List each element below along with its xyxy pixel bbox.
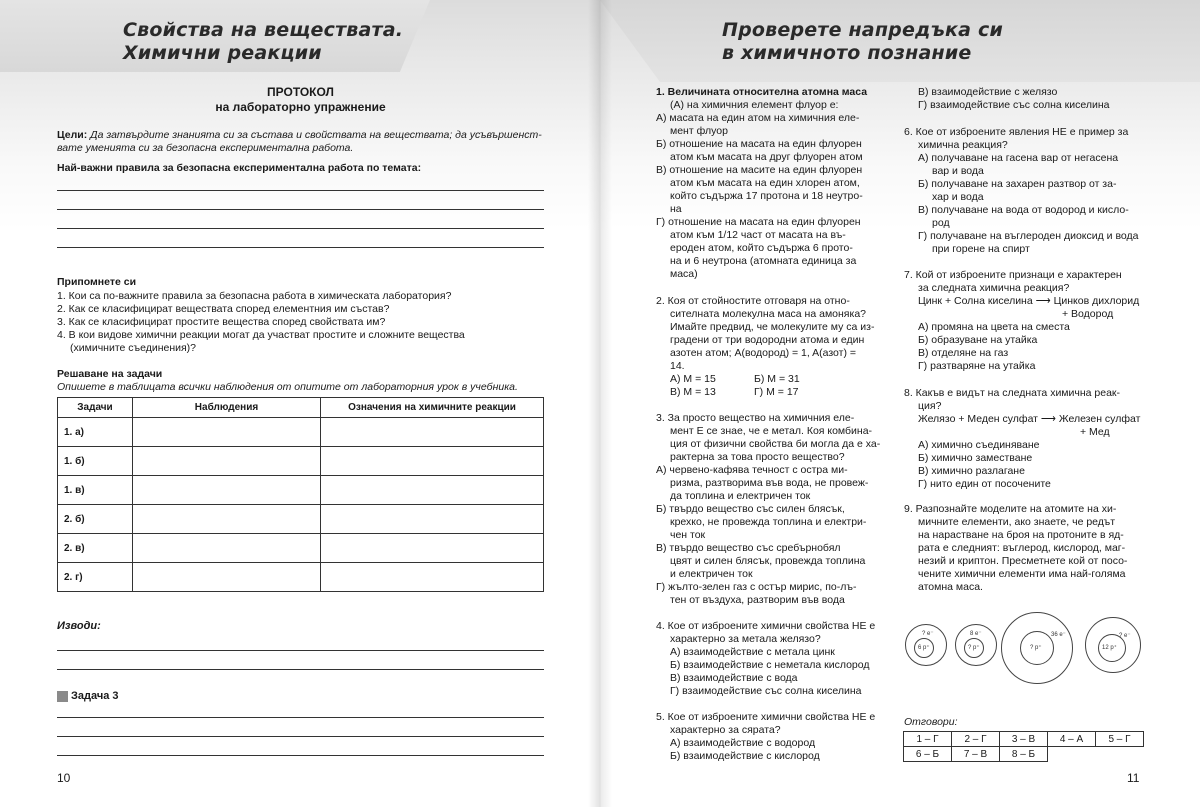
question-text: 7. Кой от изброените признаци е характерен bbox=[904, 269, 1122, 281]
electron-label: ? e⁻ bbox=[1119, 633, 1131, 639]
option: Г) взаимодействие със солна киселина bbox=[670, 685, 862, 697]
list-item: 1. Кои са по-важните правила за безопасна работа в химическата лаборатория? bbox=[57, 290, 452, 302]
question-text: 1. Величината относителна атомна маса bbox=[656, 86, 868, 98]
reaction-cell bbox=[321, 505, 544, 534]
answer-cell: 7 – В bbox=[952, 747, 1000, 762]
option: Б) химично заместване bbox=[918, 452, 1033, 464]
table-row bbox=[58, 563, 544, 592]
observation-cell bbox=[133, 476, 321, 505]
left-page-title: Свойства на веществата. Химични реакции bbox=[123, 19, 404, 64]
question-text: градени от три водородни атома и един bbox=[670, 334, 865, 346]
observation-cell bbox=[133, 563, 321, 592]
row-label: 1. а) bbox=[58, 418, 133, 447]
question-text: 5. Кое от изброените химични свойства НЕ е bbox=[656, 711, 876, 723]
nucleus-label: ? p⁺ bbox=[968, 645, 980, 651]
table-row bbox=[58, 476, 544, 505]
question-text: Имайте предвид, че молекулите му са из- bbox=[670, 321, 875, 333]
list-item: (химичните съединения)? bbox=[70, 342, 197, 354]
answer-cell: 3 – В bbox=[1000, 732, 1048, 747]
electron-label: 36 e⁻ bbox=[1051, 632, 1066, 638]
column-header: Наблюдения bbox=[133, 398, 321, 418]
question-text: ция от физични свойства би могла да е ха- bbox=[670, 438, 881, 450]
reaction-equation: + Водород bbox=[1062, 308, 1114, 320]
question-text: за следната химична реакция? bbox=[918, 282, 1070, 294]
question-text: азотен атом; A(водород) = 1, A(азот) = bbox=[670, 347, 857, 359]
column-header: Задачи bbox=[58, 398, 133, 418]
question-text: незий и криптон. Пресметнете кой от посо- bbox=[918, 555, 1128, 567]
reaction-cell bbox=[321, 476, 544, 505]
row-label: 1. б) bbox=[58, 447, 133, 476]
square-bullet-icon bbox=[57, 691, 68, 702]
conclusions-label: Изводи: bbox=[57, 620, 101, 632]
list-item: 4. В кои видове химични реакции могат да участват простите и сложните вещества bbox=[57, 329, 465, 341]
option: Б) образуване на утайка bbox=[918, 334, 1038, 346]
goals-label: Цели: bbox=[57, 129, 88, 141]
reaction-cell bbox=[321, 418, 544, 447]
option: А) химично съединяване bbox=[918, 439, 1040, 451]
option: А) червено-кафява течност с остра ми- ризма, разтворима във вода, не провеж- да топлина и електричен ток bbox=[656, 464, 869, 502]
question-2 bbox=[656, 295, 889, 399]
question-text: 2. Коя от стойностите отговаря на отно- bbox=[656, 295, 850, 307]
question-text: рата е следният: въглерод, кислород, маг- bbox=[918, 542, 1126, 554]
rules-heading: Най-важни правила за безопасна експериментална работа по темата: bbox=[57, 162, 422, 174]
tasks-heading: Решаване на задачи bbox=[57, 368, 163, 380]
nucleus-label: ? p⁺ bbox=[1030, 645, 1042, 651]
option: В) M = 13 bbox=[670, 386, 716, 398]
reaction-equation: Цинк + Солна киселина ⟶ Цинков дихлорид bbox=[918, 295, 1140, 307]
column-header: Означения на химичните реакции bbox=[321, 398, 544, 418]
table-row bbox=[58, 534, 544, 563]
protocol-title: ПРОТОКОЛ bbox=[267, 85, 334, 99]
answer-line bbox=[57, 669, 544, 670]
protocol-subtitle: на лабораторно упражнение bbox=[215, 100, 386, 114]
question-text: 4. Кое от изброените химични свойства НЕ е bbox=[656, 620, 876, 632]
option: А) взаимодействие с водород bbox=[670, 737, 816, 749]
answer-line bbox=[57, 736, 544, 737]
question-1 bbox=[656, 86, 889, 281]
answer-cell: 1 – Г bbox=[904, 732, 952, 747]
option: Б) M = 31 bbox=[754, 373, 800, 385]
question-text: рактерна за това просто вещество? bbox=[670, 451, 845, 463]
option: А) получаване на гасена вар от негасена вар и вода bbox=[918, 152, 1119, 177]
electron-label: 8 e⁻ bbox=[970, 631, 982, 637]
question-text: 9. Разпознайте моделите на атомите на хи- bbox=[904, 503, 1117, 515]
observation-cell bbox=[133, 447, 321, 476]
question-8 bbox=[904, 387, 1148, 491]
answer-line bbox=[57, 650, 544, 651]
observation-cell bbox=[133, 534, 321, 563]
book-gutter bbox=[588, 0, 612, 807]
nucleus-label: 12 p⁺ bbox=[1102, 645, 1117, 651]
table-row bbox=[58, 505, 544, 534]
electron-label: ? e⁻ bbox=[922, 631, 934, 637]
option: В) взаимодействие с желязо bbox=[918, 86, 1058, 98]
options-row bbox=[656, 386, 889, 399]
question-5-continued bbox=[918, 86, 1148, 112]
answer-line bbox=[57, 717, 544, 718]
goals-text: Да затвърдите знанията си за състава и свойствата на веществата; да усъвършенст- bbox=[87, 129, 542, 141]
option: Б) твърдо вещество със силен блясък, крехко, не провежда топлина и електри- чен ток bbox=[656, 503, 867, 541]
nucleus-label: 6 p⁺ bbox=[918, 645, 930, 651]
arrow-icon: ⟶ bbox=[1035, 295, 1051, 307]
question-text: мичните елементи, ако знаете, че редът bbox=[918, 516, 1116, 528]
answer-line bbox=[57, 228, 544, 229]
reaction-cell bbox=[321, 534, 544, 563]
answer-line bbox=[57, 209, 544, 210]
question-text: атомна маса. bbox=[918, 581, 983, 593]
question-text: 6. Кое от изброените явления НЕ е пример за bbox=[904, 126, 1129, 138]
option: А) масата на един атом на химичния еле- мент флуор bbox=[656, 112, 860, 137]
answer-cell: 2 – Г bbox=[952, 732, 1000, 747]
list-item: 3. Как се класифицират простите вещества според свойствата им? bbox=[57, 316, 386, 328]
task3-label: Задача 3 bbox=[71, 690, 119, 702]
tasks-instruction: Опишете в таблицата всички наблюдения от опитите от лабораторния урок в учебника. bbox=[57, 381, 518, 393]
option: Г) получаване на въглероден диоксид и вода при горене на спирт bbox=[918, 230, 1139, 255]
question-3 bbox=[656, 412, 889, 607]
option: А) взаимодействие с метала цинк bbox=[670, 646, 835, 658]
option: Б) отношение на масата на един флуорен атом към масата на друг флуорен атом bbox=[656, 138, 863, 163]
option: Б) получаване на захарен разтвор от за- хар и вода bbox=[918, 178, 1117, 203]
table-row bbox=[58, 447, 544, 476]
option: В) взаимодействие с вода bbox=[670, 672, 798, 684]
question-text: 8. Какъв е видът на следната химична реак- bbox=[904, 387, 1121, 399]
table-row bbox=[904, 747, 1144, 762]
observation-cell bbox=[133, 418, 321, 447]
question-text: чените химични елементи има най-голяма bbox=[918, 568, 1126, 580]
option: В) химично разлагане bbox=[918, 465, 1025, 477]
arrow-icon: ⟶ bbox=[1040, 413, 1056, 425]
answer-cell: 5 – Г bbox=[1096, 732, 1144, 747]
option: А) промяна на цвета на сместа bbox=[918, 321, 1070, 333]
question-9 bbox=[904, 503, 1148, 594]
question-text: на нарастване на броя на протоните в яд- bbox=[918, 529, 1124, 541]
question-7 bbox=[904, 269, 1148, 373]
question-6 bbox=[904, 126, 1148, 256]
question-text: характерно за сярата? bbox=[670, 724, 781, 736]
answer-cell bbox=[1096, 747, 1144, 762]
option: В) отделяне на газ bbox=[918, 347, 1009, 359]
option: Г) жълто-зелен газ с остър мирис, по-лъ- тен от въздуха, разтворим във вода bbox=[656, 581, 857, 606]
table-row bbox=[904, 732, 1144, 747]
goals-text: вате уменията си за безопасна експериментална работа. bbox=[57, 142, 354, 154]
reaction-equation: + Мед bbox=[1080, 426, 1110, 438]
answers-label: Отговори: bbox=[904, 716, 958, 728]
answer-line bbox=[57, 190, 544, 191]
table-header-row bbox=[58, 398, 544, 418]
options-row bbox=[656, 373, 889, 386]
list-item: 2. Как се класифицират веществата според елементния им състав? bbox=[57, 303, 390, 315]
answer-line bbox=[57, 247, 544, 248]
option: Г) взаимодействие със солна киселина bbox=[918, 99, 1110, 111]
question-text: 3. За просто вещество на химичния еле- bbox=[656, 412, 855, 424]
answer-cell: 4 – А bbox=[1048, 732, 1096, 747]
option: Г) M = 17 bbox=[754, 386, 799, 398]
answer-line bbox=[57, 755, 544, 756]
remember-list bbox=[57, 290, 557, 355]
answer-cell bbox=[1048, 747, 1096, 762]
option: Б) взаимодействие с неметала кислород bbox=[670, 659, 870, 671]
option: В) получаване на вода от водород и кисло- род bbox=[918, 204, 1129, 229]
option: Г) разтваряне на утайка bbox=[918, 360, 1036, 372]
option: Г) нито един от посочените bbox=[918, 478, 1051, 490]
page-number: 11 bbox=[1127, 771, 1140, 785]
goals bbox=[57, 129, 557, 155]
question-text: ция? bbox=[918, 400, 942, 412]
page-number: 10 bbox=[57, 771, 71, 785]
reaction-cell bbox=[321, 563, 544, 592]
question-text: химична реакция? bbox=[918, 139, 1008, 151]
reaction-cell bbox=[321, 447, 544, 476]
question-text: 14. bbox=[670, 360, 685, 372]
question-text: сителната молекулна маса на амоняка? bbox=[670, 308, 866, 320]
row-label: 1. в) bbox=[58, 476, 133, 505]
option: А) M = 15 bbox=[670, 373, 716, 385]
table-row bbox=[58, 418, 544, 447]
question-text: характерно за метала желязо? bbox=[670, 633, 821, 645]
answer-cell: 6 – Б bbox=[904, 747, 952, 762]
remember-heading: Припомнете си bbox=[57, 276, 137, 288]
right-page-title: Проверете напредъка си в химичното познание bbox=[722, 19, 1003, 64]
observation-cell bbox=[133, 505, 321, 534]
observations-table bbox=[57, 397, 544, 592]
question-text: (A) на химичния елемент флуор е: bbox=[670, 99, 839, 111]
answer-cell: 8 – Б bbox=[1000, 747, 1048, 762]
answers-table bbox=[903, 731, 1144, 762]
row-label: 2. г) bbox=[58, 563, 133, 592]
question-text: мент Е се знае, че е метал. Коя комбина- bbox=[670, 425, 873, 437]
row-label: 2. в) bbox=[58, 534, 133, 563]
question-4 bbox=[656, 620, 889, 698]
option: В) твърдо вещество със сребърнобял цвят и силен блясък, провежда топлина и електричен ток bbox=[656, 542, 866, 580]
option: Б) взаимодействие с кислород bbox=[670, 750, 820, 762]
row-label: 2. б) bbox=[58, 505, 133, 534]
reaction-equation: Желязо + Меден сулфат ⟶ Железен сулфат bbox=[918, 413, 1141, 425]
option: Г) отношение на масата на един флуорен атом към 1/12 част от масата на въ- ероден атом, който съдържа 6 прото- на и 6 неутрона (атомната единица за маса) bbox=[656, 216, 861, 280]
option: В) отношение на масите на един флуорен атом към масата на един хлорен атом, който съдържа 17 протона и 18 неутро- на bbox=[656, 164, 863, 215]
question-5 bbox=[656, 711, 889, 763]
